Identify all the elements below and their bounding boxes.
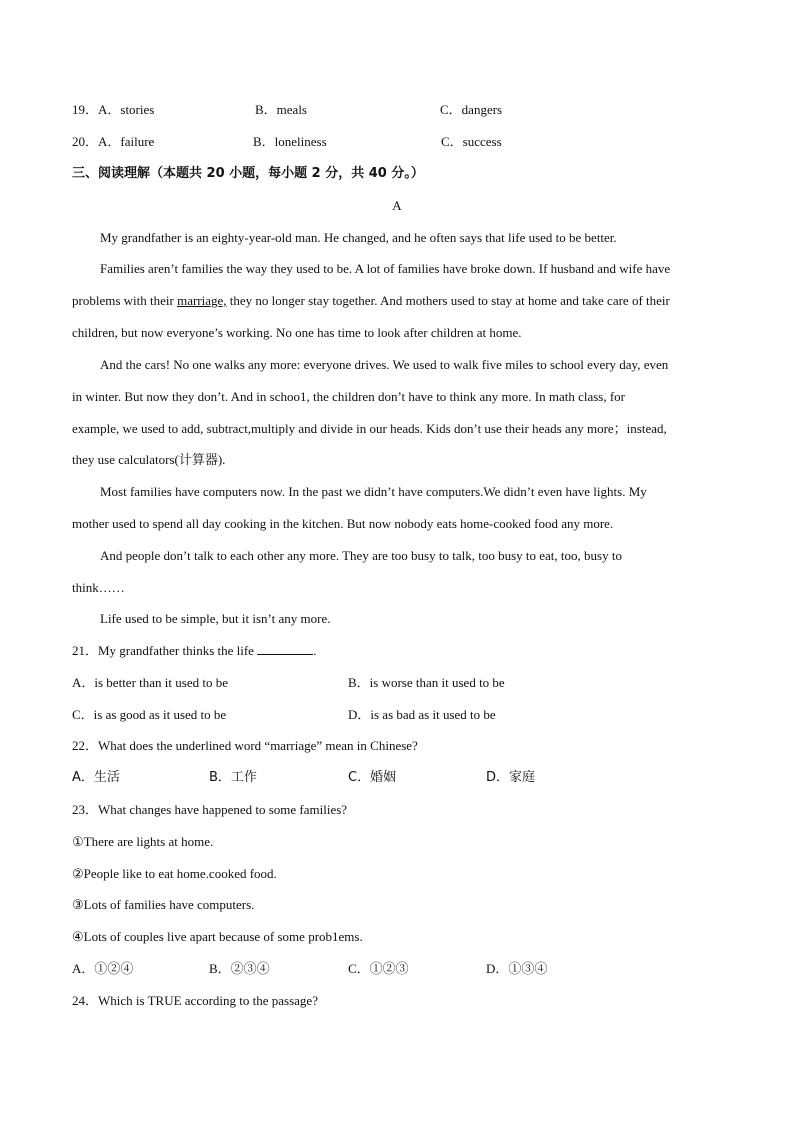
q23-statement-3: ③Lots of families have computers. — [72, 897, 255, 912]
passage-p4-line2: mother used to spend all day cooking in the kitchen. But now nobody eats home-cooked food any more. — [72, 516, 614, 531]
q19-option-b: B．meals — [255, 102, 307, 117]
passage-p2-line3: children, but now everyone’s working. No one has time to look after children at home. — [72, 325, 522, 340]
q23-option-b: B．②③④ — [209, 961, 270, 976]
passage-p3-line4: they use calculators(计算器). — [72, 452, 226, 467]
q21-stem: 21．My grandfather thinks the life . — [72, 643, 317, 658]
section-title: 三、阅读理解（本题共 20 小题，每小题 2 分，共 40 分。） — [72, 166, 424, 181]
q23-statement-2: ②People like to eat home.cooked food. — [72, 866, 277, 881]
q23-option-c: C．①②③ — [348, 961, 409, 976]
q22-option-d: D．家庭 — [486, 770, 536, 785]
q23-option-d: D．①③④ — [486, 961, 548, 976]
passage-p5-line1: And people don’t talk to each other any more. They are too busy to talk, too busy to eat, too, busy to — [100, 548, 622, 563]
passage-p2-line1: Families aren’t families the way they used to be. A lot of families have broke down. If husband and wife have — [100, 261, 671, 276]
passage-p3-line3: example, we used to add, subtract,multiply and divide in our heads. Kids don’t use their heads any more；instead, — [72, 421, 667, 436]
q22-option-a: A．生活 — [72, 770, 120, 785]
underlined-word-marriage: marriage, — [177, 293, 227, 308]
q21-option-c: C．is as good as it used to be — [72, 707, 227, 722]
passage-p3-line1: And the cars! No one walks any more: everyone drives. We used to walk five miles to school every day, even — [100, 357, 669, 372]
q20-option-b: B．loneliness — [253, 134, 327, 149]
passage-p1: My grandfather is an eighty-year-old man. He changed, and he often says that life used to be better. — [100, 230, 617, 245]
passage-heading: A — [392, 198, 402, 213]
passage-p4-line1: Most families have computers now. In the past we didn’t have computers.We didn’t even have lights. My — [100, 484, 647, 499]
q20-option-a: 20．A．failure — [72, 134, 155, 149]
passage-p3-line2: in winter. But now they don’t. And in schoo1, the children don’t have to think any more. In math class, for — [72, 389, 626, 404]
q21-option-a: A．is better than it used to be — [72, 675, 228, 690]
q23-statement-1: ①There are lights at home. — [72, 834, 214, 849]
q24-stem: 24．Which is TRUE according to the passage? — [72, 993, 318, 1008]
p2-post: they no longer stay together. And mothers used to stay at home and take care of their — [226, 293, 670, 308]
q21-stem-text: 21．My grandfather thinks the life — [72, 643, 254, 658]
passage-p2-line2 — [72, 292, 670, 310]
q19-option-a: 19．A．stories — [72, 102, 155, 117]
q19-option-c: C．dangers — [440, 102, 503, 117]
q22-stem: 22．What does the underlined word “marriage” mean in Chinese? — [72, 738, 418, 753]
passage-p5-line2: think…… — [72, 580, 125, 595]
q21-option-d: D．is as bad as it used to be — [348, 707, 496, 722]
q23-statement-4: ④Lots of couples live apart because of some prob1ems. — [72, 929, 363, 944]
q22-option-c: C．婚姻 — [348, 770, 397, 785]
p2-pre: problems with their — [72, 293, 178, 308]
q23-stem: 23．What changes have happened to some families? — [72, 802, 348, 817]
q20-option-c: C．success — [441, 134, 502, 149]
q22-option-b: B．工作 — [209, 770, 257, 785]
q21-option-b: B．is worse than it used to be — [348, 675, 505, 690]
answer-blank — [257, 642, 313, 655]
q23-option-a: A．①②④ — [72, 961, 134, 976]
passage-p6: Life used to be simple, but it isn’t any more. — [100, 611, 331, 626]
